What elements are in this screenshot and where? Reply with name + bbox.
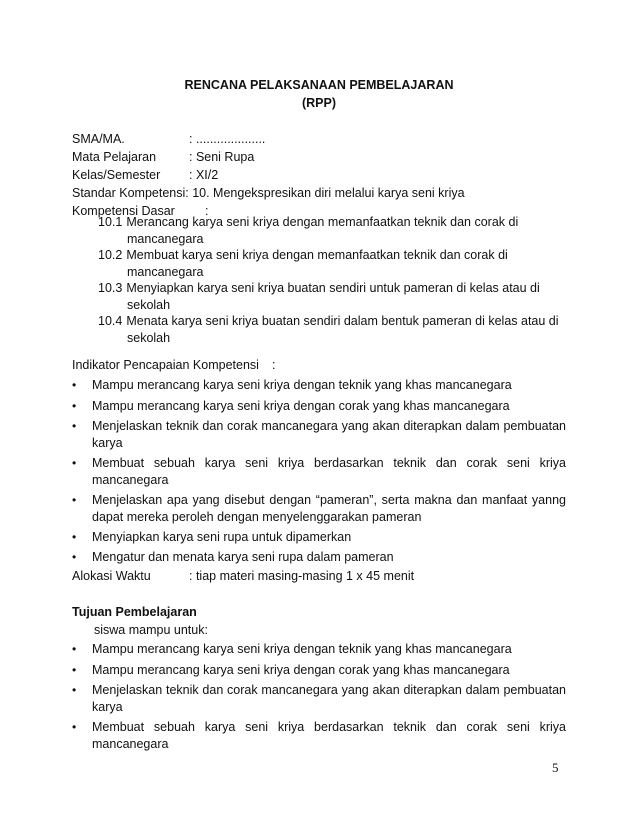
kd-item	[98, 214, 568, 248]
list-item	[72, 549, 566, 566]
bullet-icon: •	[72, 550, 77, 564]
tujuan-intro: siswa mampu untuk:	[94, 623, 208, 637]
field-class-semester	[72, 168, 219, 182]
kd-text: Membuat karya seni kriya dengan memanfaatkan teknik dan corak di	[126, 248, 508, 262]
kd-number: 10.1	[98, 215, 123, 229]
list-item-text: Mampu merancang karya seni kriya dengan teknik yang khas mancanegara	[92, 642, 512, 656]
kd-text-continued: mancanegara	[127, 265, 204, 279]
kd-text-continued: sekolah	[127, 331, 171, 345]
list-item	[72, 492, 566, 526]
kd-item	[98, 280, 568, 314]
field-value: : Seni Rupa	[189, 150, 255, 164]
bullet-icon: •	[72, 493, 77, 507]
bullet-icon: •	[72, 683, 77, 697]
field-label: Standar Kompetensi	[72, 186, 186, 200]
list-item	[72, 529, 566, 546]
list-item	[72, 682, 566, 716]
field-label: Indikator Pencapaian Kompetensi	[72, 358, 259, 372]
list-item-text: Membuat sebuah karya seni kriya berdasarkan teknik dan corak seni kriya mancanegara	[92, 456, 566, 487]
tujuan-heading: Tujuan Pembelajaran	[72, 605, 197, 619]
field-value: : XI/2	[189, 168, 219, 182]
list-item-text: Menyiapkan karya seni rupa untuk dipamerkan	[92, 530, 352, 544]
kd-text: Menyiapkan karya seni kriya buatan sendiri untuk pameran di kelas atau di	[126, 281, 540, 295]
indikator-heading	[72, 358, 276, 372]
tujuan-list	[72, 641, 566, 753]
kd-text-continued: sekolah	[127, 298, 171, 312]
field-label: SMA/MA.	[72, 132, 125, 146]
bullet-icon: •	[72, 663, 77, 677]
field-value: : ....................	[189, 132, 266, 146]
field-colon: :	[205, 204, 209, 218]
field-colon: :	[272, 358, 276, 372]
kd-text: Merancang karya seni kriya dengan memanfaatkan teknik dan corak di	[126, 215, 519, 229]
bullet-icon: •	[72, 642, 77, 656]
bullet-icon: •	[72, 720, 77, 734]
list-item	[72, 719, 566, 753]
field-label: Kompetensi Dasar	[72, 204, 175, 218]
kd-number: 10.2	[98, 248, 123, 262]
document-title: RENCANA PELAKSANAAN PEMBELAJARAN	[184, 78, 454, 92]
field-alokasi-waktu	[72, 569, 415, 583]
kd-item	[98, 247, 568, 281]
list-item-text: Mampu merancang karya seni kriya dengan teknik yang khas mancanegara	[92, 378, 512, 392]
list-item	[72, 641, 566, 658]
indikator-list	[72, 377, 566, 566]
field-label: Alokasi Waktu	[72, 569, 151, 583]
kd-number: 10.3	[98, 281, 123, 295]
list-item-text: Menjelaskan teknik dan corak mancanegara yang akan diterapkan dalam pembuatan karya	[92, 683, 566, 714]
field-value: : 10. Mengekspresikan diri melalui karya seni kriya	[185, 186, 465, 200]
field-label: Mata Pelajaran	[72, 150, 157, 164]
bullet-icon: •	[72, 378, 77, 392]
list-item-text: Mampu merancang karya seni kriya dengan corak yang khas mancanegara	[92, 399, 510, 413]
list-item-text: Menjelaskan apa yang disebut dengan “pameran”, serta makna dan manfaat yanng dapat mereka peroleh dengan menyelenggarakan pameran	[92, 493, 566, 524]
field-label: Kelas/Semester	[72, 168, 161, 182]
list-item	[72, 418, 566, 452]
page-number: 5	[552, 760, 559, 775]
bullet-icon: •	[72, 419, 77, 433]
list-item-text: Mampu merancang karya seni kriya dengan corak yang khas mancanegara	[92, 663, 510, 677]
kd-number: 10.4	[98, 314, 123, 328]
kd-text-continued: mancanegara	[127, 232, 204, 246]
bullet-icon: •	[72, 456, 77, 470]
field-school	[72, 132, 266, 146]
field-value: : tiap materi masing-masing 1 x 45 menit	[189, 569, 415, 583]
list-item	[72, 377, 566, 394]
bullet-icon: •	[72, 530, 77, 544]
list-item-text: Menjelaskan teknik dan corak mancanegara yang akan diterapkan dalam pembuatan karya	[92, 419, 566, 450]
list-item	[72, 398, 566, 415]
kd-item	[98, 313, 568, 347]
kd-text: Menata karya seni kriya buatan sendiri dalam bentuk pameran di kelas atau di	[126, 314, 559, 328]
field-standar-kompetensi	[72, 186, 465, 200]
bullet-icon: •	[72, 399, 77, 413]
list-item	[72, 455, 566, 489]
list-item-text: Mengatur dan menata karya seni rupa dalam pameran	[92, 550, 394, 564]
field-subject	[72, 150, 255, 164]
list-item-text: Membuat sebuah karya seni kriya berdasarkan teknik dan corak seni kriya mancanegara	[92, 720, 566, 751]
list-item	[72, 662, 566, 679]
document-subtitle: (RPP)	[301, 96, 337, 110]
